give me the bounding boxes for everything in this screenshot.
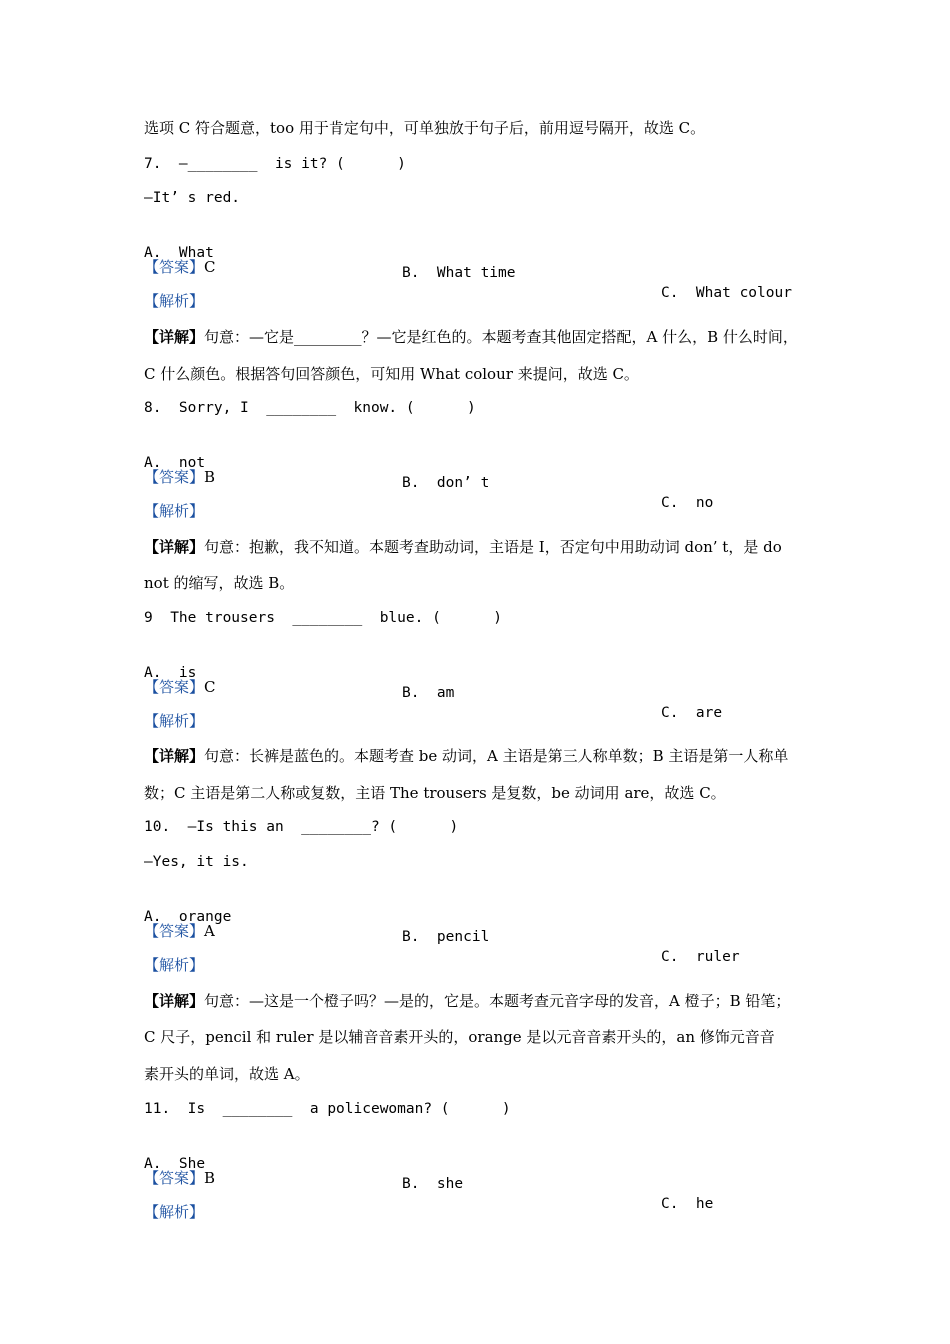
q7-reply: —It’ s red. xyxy=(144,190,241,206)
q8-option-c: C. no xyxy=(661,495,714,511)
q7-option-a: A. What xyxy=(144,245,214,261)
q10-option-b: B. pencil xyxy=(402,929,490,945)
detail-text: 句意：长裤是蓝色的。本题考查 be 动词，A 主语是第三人称单数；B 主语是第一人称单 xyxy=(204,747,789,765)
q9-option-b: B. am xyxy=(402,685,455,701)
q9-answer xyxy=(144,677,824,697)
q8-option-a: A. not xyxy=(144,455,206,471)
detail-label: 【详解】 xyxy=(144,328,205,346)
detail-text: 句意：—这是一个橙子吗？—是的，它是。本题考查元音字母的发音，A 橙子；B 铅笔； xyxy=(204,992,791,1010)
q8-stem: 8. Sorry, I ________ know. ( ) xyxy=(144,400,476,416)
analysis-label: 【解析】 xyxy=(144,502,205,520)
q9-option-a: A. is xyxy=(144,665,197,681)
q10-analysis xyxy=(144,955,824,975)
analysis-label: 【解析】 xyxy=(144,956,205,974)
intro-line: 选项 C 符合题意，too 用于肯定句中，可单独放于句子后，前用逗号隔开，故选 C。 xyxy=(144,119,706,137)
q7-detail-2: C 什么颜色。根据答句回答颜色，可知用 What colour 来提问，故选 C。 xyxy=(144,365,639,383)
q7-option-c: C. What colour xyxy=(661,285,792,301)
q10-answer xyxy=(144,921,824,941)
answer-label: 【答案】 xyxy=(144,922,205,940)
q10-detail-2: C 尺子，pencil 和 ruler 是以辅音音素开头的，orange 是以元音音素开头的，an 修饰元音音 xyxy=(144,1028,775,1046)
q7-answer xyxy=(144,257,824,277)
q8-detail-2: not 的缩写，故选 B。 xyxy=(144,574,295,592)
q7-option-b: B. What time xyxy=(402,265,516,281)
q11-option-c: C. he xyxy=(661,1196,714,1212)
analysis-label: 【解析】 xyxy=(144,1203,205,1221)
q8-option-b: B. don’ t xyxy=(402,475,490,491)
answer-value: B xyxy=(204,1169,216,1187)
detail-label: 【详解】 xyxy=(144,992,205,1010)
q11-stem: 11. Is ________ a policewoman? ( ) xyxy=(144,1101,511,1117)
q10-option-c: C. ruler xyxy=(661,949,740,965)
answer-value: C xyxy=(204,258,216,276)
analysis-label: 【解析】 xyxy=(144,292,205,310)
answer-label: 【答案】 xyxy=(144,468,205,486)
q9-detail-1 xyxy=(144,746,824,766)
answer-value: C xyxy=(204,678,216,696)
q7-analysis xyxy=(144,291,824,311)
q10-detail-3: 素开头的单词，故选 A。 xyxy=(144,1065,310,1083)
q11-answer xyxy=(144,1168,824,1188)
q9-detail-2: 数；C 主语是第二人称或复数，主语 The trousers 是复数，be 动词用 are，故选 C。 xyxy=(144,784,726,802)
answer-value: B xyxy=(204,468,216,486)
q8-answer xyxy=(144,467,824,487)
answer-label: 【答案】 xyxy=(144,678,205,696)
q9-option-c: C. are xyxy=(661,705,723,721)
q11-option-a: A. She xyxy=(144,1156,206,1172)
detail-label: 【详解】 xyxy=(144,747,205,765)
q8-detail-1 xyxy=(144,537,824,557)
q10-stem: 10. —Is this an ________? ( ) xyxy=(144,819,459,835)
q9-analysis xyxy=(144,711,824,731)
q10-detail-1 xyxy=(144,991,824,1011)
q8-analysis xyxy=(144,501,824,521)
detail-label: 【详解】 xyxy=(144,538,205,556)
answer-label: 【答案】 xyxy=(144,1169,205,1187)
q10-option-a: A. orange xyxy=(144,909,232,925)
q11-analysis xyxy=(144,1202,824,1222)
analysis-label: 【解析】 xyxy=(144,712,205,730)
answer-value: A xyxy=(204,922,215,940)
q10-reply: —Yes, it is. xyxy=(144,854,249,870)
detail-text: 句意：—它是_________？—它是红色的。本题考查其他固定搭配，A 什么，B 什么时间， xyxy=(204,328,798,346)
q7-stem: 7. —________ is it? ( ) xyxy=(144,156,406,172)
answer-label: 【答案】 xyxy=(144,258,205,276)
q11-option-b: B. she xyxy=(402,1176,464,1192)
detail-text: 句意：抱歉，我不知道。本题考查助动词，主语是 I，否定句中用助动词 don’ t，是 do xyxy=(204,538,782,556)
q9-stem: 9 The trousers ________ blue. ( ) xyxy=(144,610,502,626)
q7-detail-1 xyxy=(144,327,824,347)
